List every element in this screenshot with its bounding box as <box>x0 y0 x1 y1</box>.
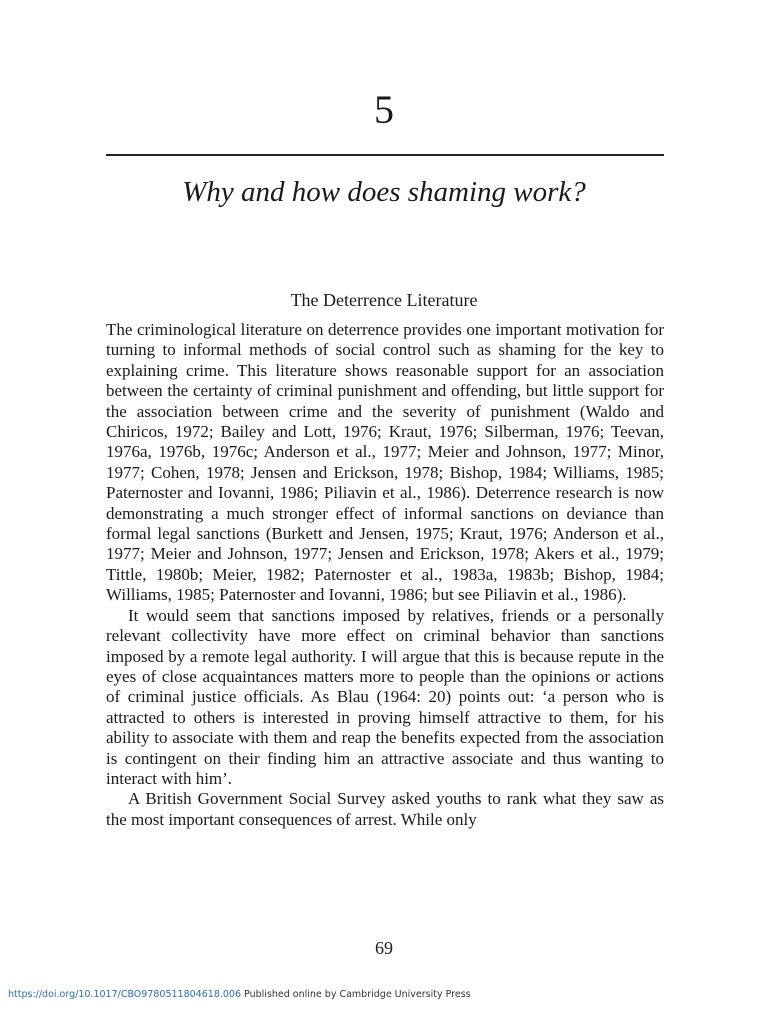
page-number: 69 <box>375 938 393 958</box>
doi-link[interactable]: https://doi.org/10.1017/CBO9780511804618.006 <box>8 989 242 1000</box>
body-text <box>106 320 664 830</box>
chapter-number: 5 <box>374 87 394 132</box>
section-heading: The Deterrence Literature <box>290 290 478 310</box>
footer <box>8 988 471 1002</box>
paragraph-deterrence-literature: The criminological literature on deterrence provides one important motivation for turning to informal methods of social control such as shaming for the key to explaining crime. This literature shows reasonable support for an association between the certainty of criminal punishment and offending, but little support for the association between crime and the severity of punishment (Waldo and Chiricos, 1972; Bailey and Lott, 1976; Kraut, 1976; Silberman, 1976; Teevan, 1976a, 1976b, 1976c; Anderson et al., 1977; Meier and Johnson, 1977; Minor, 1977; Cohen, 1978; Jensen and Erickson, 1978; Bishop, 1984; Williams, 1985; Paternoster and Iovanni, 1986; Piliavin et al., 1986). Deterrence research is now demonstrating a much stronger effect of informal sanctions on deviance than formal legal sanctions (Burkett and Jensen, 1975; Kraut, 1976; Anderson et al., 1977; Meier and Johnson, 1977; Jensen and Erickson, 1978; Akers et al., 1979; Tittle, 1980b; Meier, 1982; Paternoster et al., 1983a, 1983b; Bishop, 1984; Williams, 1985; Paternoster and Iovanni, 1986; but see Piliavin et al., 1986). <box>106 320 664 605</box>
publisher-note: Published online by Cambridge University Press <box>244 989 471 1000</box>
chapter-divider <box>106 154 664 156</box>
paragraph-social-survey: A British Government Social Survey asked youths to rank what they saw as the most important consequences of arrest. While only <box>106 789 664 829</box>
chapter-title: Why and how does shaming work? <box>182 176 586 208</box>
paragraph-informal-sanctions: It would seem that sanctions imposed by relatives, friends or a personally relevant collectivity have more effect on criminal behavior than sanctions imposed by a remote legal authority. I will argue that this is because repute in the eyes of close acquaintances matters more to people than the opinions or actions of criminal justice officials. As Blau (1964: 20) points out: ‘a person who is attracted to others is interested in proving himself attractive to them, for his ability to associate with them and reap the benefits expected from the association is contingent on their finding him an attractive associate and thus wanting to interact with him’. <box>106 605 664 788</box>
